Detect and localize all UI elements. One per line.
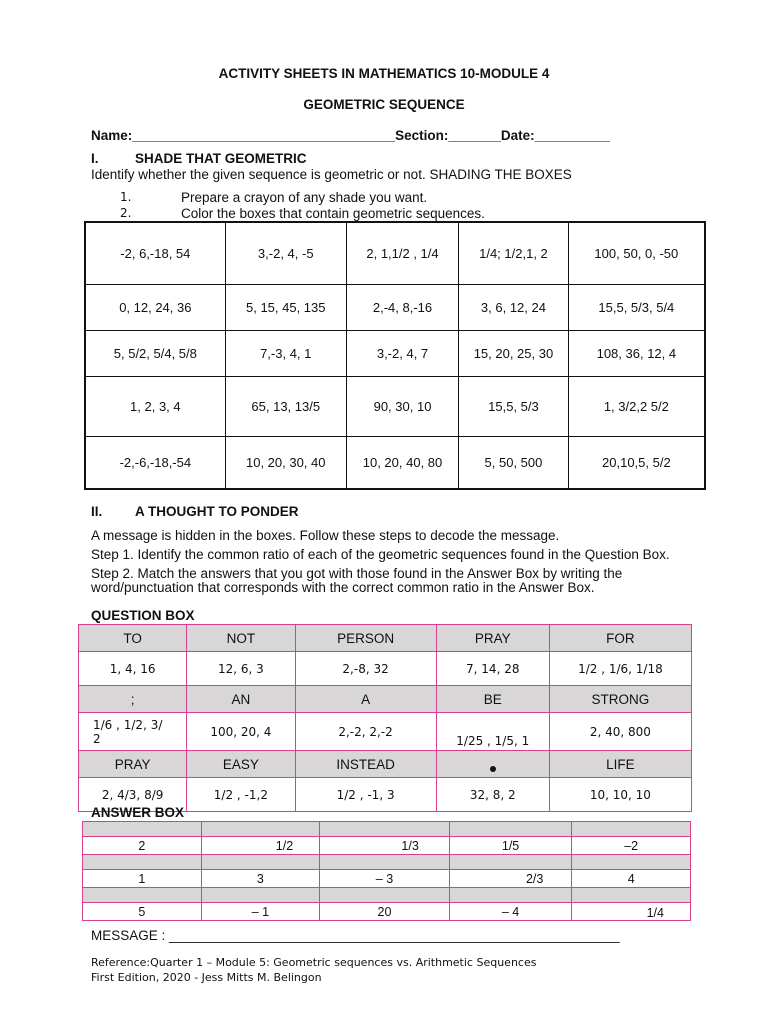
- answer-blank[interactable]: [320, 822, 450, 837]
- answer-blank[interactable]: [83, 855, 202, 870]
- question-word: TO: [79, 625, 187, 652]
- grid-cell[interactable]: 2, 1,1/2 , 1/4: [346, 222, 458, 284]
- grid-cell[interactable]: 65, 13, 13/5: [225, 376, 346, 436]
- grid-cell[interactable]: 5, 15, 45, 135: [225, 284, 346, 330]
- answer-ratio-row: [83, 903, 691, 921]
- grid-cell[interactable]: 15,5, 5/3: [459, 376, 569, 436]
- grid-cell[interactable]: 2,-4, 8,-16: [346, 284, 458, 330]
- sequence-grid: [84, 221, 706, 490]
- answer-blank[interactable]: [83, 888, 202, 903]
- answer-blank[interactable]: [320, 855, 450, 870]
- grid-cell[interactable]: 90, 30, 10: [346, 376, 458, 436]
- part1-numeral: I.: [91, 151, 99, 166]
- question-word: A: [295, 686, 436, 713]
- grid-cell[interactable]: 3,-2, 4, 7: [346, 330, 458, 376]
- message-line: [91, 928, 620, 943]
- answer-ratio: 20: [320, 903, 450, 921]
- answer-blank-row: [83, 855, 691, 870]
- answer-ratio: 2/3: [449, 870, 572, 888]
- part2-intro: A message is hidden in the boxes. Follow these steps to decode the message.: [91, 528, 560, 543]
- question-sequence: 1/6 , 1/2, 3/ 2: [79, 713, 187, 751]
- worksheet-subtitle: GEOMETRIC SEQUENCE: [303, 97, 465, 112]
- answer-ratio-row: [83, 837, 691, 855]
- question-sequence: 1/2 , -1,2: [187, 778, 295, 812]
- grid-cell[interactable]: 1, 2, 3, 4: [85, 376, 225, 436]
- grid-cell[interactable]: 100, 50, 0, -50: [568, 222, 705, 284]
- question-word: INSTEAD: [295, 751, 436, 778]
- part1-heading: SHADE THAT GEOMETRIC: [135, 151, 307, 166]
- answer-blank[interactable]: [572, 888, 691, 903]
- reference-line-1: Reference:Quarter 1 – Module 5: Geometric sequences vs. Arithmetic Sequences: [91, 956, 537, 969]
- question-word: PRAY: [436, 625, 549, 652]
- question-word-period: [436, 751, 549, 778]
- question-word-row: [79, 686, 692, 713]
- question-sequence: 10, 10, 10: [549, 778, 691, 812]
- answer-ratio: 1/2: [201, 837, 320, 855]
- answer-blank[interactable]: [320, 888, 450, 903]
- answer-blank[interactable]: [201, 855, 320, 870]
- question-sequence: 100, 20, 4: [187, 713, 295, 751]
- question-word: FOR: [549, 625, 691, 652]
- section-field[interactable]: _______: [448, 128, 501, 143]
- grid-cell[interactable]: 3, 6, 12, 24: [459, 284, 569, 330]
- grid-cell[interactable]: -2, 6,-18, 54: [85, 222, 225, 284]
- question-sequence: 1/2 , -1, 3: [295, 778, 436, 812]
- grid-cell[interactable]: -2,-6,-18,-54: [85, 436, 225, 489]
- student-info-line: [91, 128, 610, 143]
- step-2-text: Color the boxes that contain geometric sequences.: [181, 206, 485, 221]
- grid-cell[interactable]: 3,-2, 4, -5: [225, 222, 346, 284]
- message-label: MESSAGE :: [91, 928, 166, 943]
- answer-ratio: 4: [572, 870, 691, 888]
- grid-cell[interactable]: 1, 3/2,2 5/2: [568, 376, 705, 436]
- answer-box-label: ANSWER BOX: [91, 805, 185, 820]
- answer-blank[interactable]: [449, 855, 572, 870]
- answer-ratio: 1: [83, 870, 202, 888]
- answer-blank[interactable]: [201, 822, 320, 837]
- question-sequence-row: [79, 713, 692, 751]
- answer-ratio: 1/4: [572, 903, 691, 921]
- part2-heading: A THOUGHT TO PONDER: [135, 504, 299, 519]
- answer-box: [82, 821, 691, 921]
- answer-ratio: – 3: [320, 870, 450, 888]
- question-word: ;: [79, 686, 187, 713]
- part2-step2-line1: Step 2. Match the answers that you got with those found in the Answer Box by writing the: [91, 566, 623, 581]
- grid-cell[interactable]: 7,-3, 4, 1: [225, 330, 346, 376]
- grid-row: [85, 436, 705, 489]
- answer-ratio: 1/3: [320, 837, 450, 855]
- answer-ratio: 2: [83, 837, 202, 855]
- answer-blank-row: [83, 888, 691, 903]
- answer-blank[interactable]: [449, 888, 572, 903]
- step-1-number: 1.: [120, 190, 132, 204]
- answer-blank[interactable]: [449, 822, 572, 837]
- answer-blank[interactable]: [572, 822, 691, 837]
- question-word: EASY: [187, 751, 295, 778]
- name-label: Name:: [91, 128, 133, 143]
- question-sequence-row: [79, 652, 692, 686]
- question-sequence: 1/2 , 1/6, 1/18: [549, 652, 691, 686]
- question-sequence: 1, 4, 16: [79, 652, 187, 686]
- question-word: LIFE: [549, 751, 691, 778]
- period-dot-icon: [490, 766, 496, 772]
- question-sequence: 2,-2, 2,-2: [295, 713, 436, 751]
- question-sequence: 2, 40, 800: [549, 713, 691, 751]
- question-sequence: 7, 14, 28: [436, 652, 549, 686]
- question-word: NOT: [187, 625, 295, 652]
- question-word: PRAY: [79, 751, 187, 778]
- part1-instruction: Identify whether the given sequence is geometric or not. SHADING THE BOXES: [91, 167, 572, 182]
- question-sequence: 2, 4/3, 8/9: [79, 778, 187, 812]
- part2-numeral: II.: [91, 504, 103, 519]
- answer-blank[interactable]: [572, 855, 691, 870]
- answer-ratio: – 4: [449, 903, 572, 921]
- answer-blank[interactable]: [83, 822, 202, 837]
- grid-cell[interactable]: 5, 5/2, 5/4, 5/8: [85, 330, 225, 376]
- step-2-number: 2.: [120, 206, 132, 220]
- section-label: Section:: [395, 128, 449, 143]
- date-field[interactable]: __________: [534, 128, 610, 143]
- grid-cell[interactable]: 20,10,5, 5/2: [568, 436, 705, 489]
- question-word-row: [79, 625, 692, 652]
- question-word: AN: [187, 686, 295, 713]
- answer-ratio-row: [83, 870, 691, 888]
- step-1-text: Prepare a crayon of any shade you want.: [181, 190, 428, 205]
- question-box-label: QUESTION BOX: [91, 608, 195, 623]
- date-label: Date:: [500, 128, 535, 143]
- answer-ratio: 5: [83, 903, 202, 921]
- question-word: PERSON: [295, 625, 436, 652]
- reference-line-2: First Edition, 2020 - Jess Mitts M. Belingon: [91, 971, 322, 984]
- name-field[interactable]: ___________________________________: [132, 128, 396, 143]
- part2-step1: Step 1. Identify the common ratio of each of the geometric sequences found in the Question Box.: [91, 547, 670, 562]
- grid-row: [85, 376, 705, 436]
- grid-cell[interactable]: 108, 36, 12, 4: [568, 330, 705, 376]
- grid-cell[interactable]: 0, 12, 24, 36: [85, 284, 225, 330]
- question-sequence: 2,-8, 32: [295, 652, 436, 686]
- grid-cell[interactable]: 10, 20, 30, 40: [225, 436, 346, 489]
- part2-step2-line2: word/punctuation that corresponds with the correct common ratio in the Answer Box.: [91, 580, 595, 595]
- answer-blank[interactable]: [201, 888, 320, 903]
- question-box: [78, 624, 692, 812]
- answer-ratio: 3: [201, 870, 320, 888]
- question-word: BE: [436, 686, 549, 713]
- answer-ratio: –2: [572, 837, 691, 855]
- worksheet-title: ACTIVITY SHEETS IN MATHEMATICS 10-MODULE 4: [218, 66, 550, 81]
- grid-row: [85, 284, 705, 330]
- message-field[interactable]: ____________________________________________________________: [169, 928, 620, 943]
- question-sequence: 1/25 , 1/5, 1: [436, 713, 549, 751]
- grid-cell[interactable]: 15,5, 5/3, 5/4: [568, 284, 705, 330]
- answer-blank-row: [83, 822, 691, 837]
- grid-cell[interactable]: 15, 20, 25, 30: [459, 330, 569, 376]
- answer-ratio: – 1: [201, 903, 320, 921]
- answer-ratio: 1/5: [449, 837, 572, 855]
- question-word: STRONG: [549, 686, 691, 713]
- question-word-row: [79, 751, 692, 778]
- grid-cell[interactable]: 1/4; 1/2,1, 2: [459, 222, 569, 284]
- question-sequence: 32, 8, 2: [436, 778, 549, 812]
- grid-row: [85, 222, 705, 284]
- question-sequence: 12, 6, 3: [187, 652, 295, 686]
- grid-cell[interactable]: 10, 20, 40, 80: [346, 436, 458, 489]
- grid-row: [85, 330, 705, 376]
- grid-cell[interactable]: 5, 50, 500: [459, 436, 569, 489]
